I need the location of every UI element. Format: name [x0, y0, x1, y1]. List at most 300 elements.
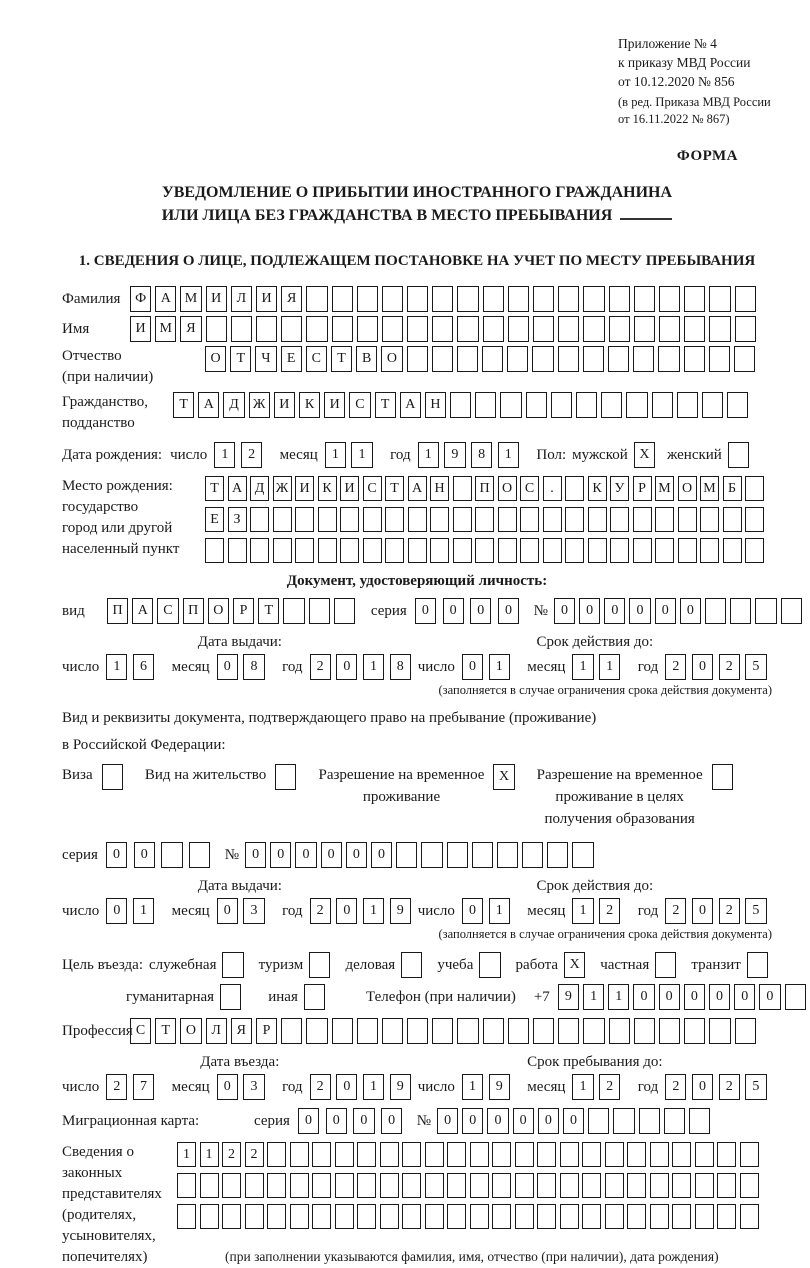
char-cell[interactable] [380, 1142, 399, 1167]
char-cell[interactable] [200, 1204, 219, 1229]
char-cell[interactable] [273, 538, 292, 563]
char-cell[interactable]: А [408, 476, 427, 501]
char-cell[interactable] [627, 1204, 646, 1229]
char-cell[interactable] [407, 346, 428, 372]
char-cell[interactable]: 1 [200, 1142, 219, 1167]
char-cell[interactable]: 0 [629, 598, 650, 624]
char-cell[interactable] [228, 538, 247, 563]
char-cell[interactable] [283, 598, 304, 624]
char-cell[interactable] [267, 1204, 286, 1229]
checkbox-cell[interactable]: X [634, 442, 655, 468]
char-cell[interactable] [677, 392, 698, 418]
char-cell[interactable] [576, 392, 597, 418]
char-cell[interactable] [281, 1018, 302, 1044]
char-cell[interactable] [290, 1142, 309, 1167]
char-cell[interactable] [250, 538, 269, 563]
char-cell[interactable] [533, 1018, 554, 1044]
char-cell[interactable]: 9 [390, 1074, 411, 1100]
char-cell[interactable] [582, 1204, 601, 1229]
char-cell[interactable]: М [700, 476, 719, 501]
checkbox-cell[interactable] [655, 952, 676, 978]
char-cell[interactable] [332, 1018, 353, 1044]
char-cell[interactable]: 1 [572, 654, 593, 680]
char-cell[interactable] [508, 316, 529, 342]
char-cell[interactable]: 5 [745, 898, 766, 924]
char-cell[interactable] [695, 1142, 714, 1167]
char-cell[interactable]: 0 [326, 1108, 347, 1134]
char-cell[interactable] [312, 1204, 331, 1229]
char-cell[interactable]: 2 [599, 1074, 620, 1100]
char-cell[interactable] [565, 507, 584, 532]
char-cell[interactable]: 2 [665, 898, 686, 924]
char-cell[interactable] [709, 346, 730, 372]
char-cell[interactable]: 7 [133, 1074, 154, 1100]
char-cell[interactable] [735, 316, 756, 342]
char-cell[interactable] [222, 1173, 241, 1198]
char-cell[interactable]: 2 [599, 898, 620, 924]
char-cell[interactable] [605, 1142, 624, 1167]
char-cell[interactable]: 1 [498, 442, 519, 468]
char-cell[interactable] [457, 346, 478, 372]
char-cell[interactable] [425, 1204, 444, 1229]
char-cell[interactable] [470, 1173, 489, 1198]
char-cell[interactable]: Ф [130, 286, 151, 312]
char-cell[interactable] [382, 316, 403, 342]
char-cell[interactable] [200, 1173, 219, 1198]
char-cell[interactable] [295, 507, 314, 532]
char-cell[interactable] [520, 507, 539, 532]
char-cell[interactable] [609, 286, 630, 312]
char-cell[interactable]: 8 [390, 654, 411, 680]
char-cell[interactable]: О [381, 346, 402, 372]
char-cell[interactable] [318, 538, 337, 563]
char-cell[interactable]: Р [233, 598, 254, 624]
char-cell[interactable] [583, 316, 604, 342]
char-cell[interactable] [745, 507, 764, 532]
char-cell[interactable] [551, 392, 572, 418]
char-cell[interactable]: 1 [489, 898, 510, 924]
char-cell[interactable] [498, 507, 517, 532]
char-cell[interactable]: Т [205, 476, 224, 501]
char-cell[interactable] [740, 1173, 759, 1198]
char-cell[interactable] [425, 1173, 444, 1198]
char-cell[interactable]: 9 [390, 898, 411, 924]
char-cell[interactable]: 2 [245, 1142, 264, 1167]
char-cell[interactable]: 0 [684, 984, 705, 1010]
char-cell[interactable] [522, 842, 543, 868]
char-cell[interactable]: 0 [321, 842, 342, 868]
char-cell[interactable]: А [155, 286, 176, 312]
char-cell[interactable] [492, 1204, 511, 1229]
char-cell[interactable]: И [130, 316, 151, 342]
char-cell[interactable] [658, 346, 679, 372]
char-cell[interactable]: 8 [243, 654, 264, 680]
char-cell[interactable]: Б [723, 476, 742, 501]
checkbox-cell[interactable] [275, 764, 296, 790]
char-cell[interactable] [583, 346, 604, 372]
char-cell[interactable] [605, 1173, 624, 1198]
char-cell[interactable]: Я [231, 1018, 252, 1044]
char-cell[interactable]: 0 [709, 984, 730, 1010]
char-cell[interactable] [340, 507, 359, 532]
char-cell[interactable]: 1 [418, 442, 439, 468]
char-cell[interactable] [537, 1142, 556, 1167]
char-cell[interactable] [634, 1018, 655, 1044]
char-cell[interactable]: 0 [462, 898, 483, 924]
char-cell[interactable]: 0 [470, 598, 491, 624]
checkbox-cell[interactable]: X [564, 952, 585, 978]
char-cell[interactable] [543, 507, 562, 532]
char-cell[interactable] [700, 507, 719, 532]
char-cell[interactable] [672, 1173, 691, 1198]
char-cell[interactable] [633, 507, 652, 532]
char-cell[interactable] [267, 1142, 286, 1167]
char-cell[interactable]: 1 [351, 442, 372, 468]
char-cell[interactable]: Е [281, 346, 302, 372]
char-cell[interactable]: 1 [608, 984, 629, 1010]
char-cell[interactable]: 0 [462, 654, 483, 680]
char-cell[interactable]: 0 [538, 1108, 559, 1134]
char-cell[interactable]: 1 [583, 984, 604, 1010]
char-cell[interactable]: 1 [489, 654, 510, 680]
char-cell[interactable]: Н [430, 476, 449, 501]
char-cell[interactable] [380, 1204, 399, 1229]
char-cell[interactable] [457, 286, 478, 312]
char-cell[interactable]: 0 [563, 1108, 584, 1134]
char-cell[interactable]: 0 [759, 984, 780, 1010]
char-cell[interactable] [684, 316, 705, 342]
char-cell[interactable] [609, 316, 630, 342]
char-cell[interactable]: Д [223, 392, 244, 418]
char-cell[interactable] [357, 286, 378, 312]
char-cell[interactable]: О [205, 346, 226, 372]
char-cell[interactable]: 6 [133, 654, 154, 680]
char-cell[interactable] [639, 1108, 660, 1134]
char-cell[interactable] [609, 1018, 630, 1044]
char-cell[interactable] [583, 286, 604, 312]
char-cell[interactable] [508, 1018, 529, 1044]
char-cell[interactable] [709, 1018, 730, 1044]
char-cell[interactable]: 1 [214, 442, 235, 468]
char-cell[interactable] [745, 538, 764, 563]
checkbox-cell[interactable]: X [493, 764, 514, 790]
char-cell[interactable] [402, 1204, 421, 1229]
char-cell[interactable]: 5 [745, 1074, 766, 1100]
char-cell[interactable] [745, 476, 764, 501]
char-cell[interactable] [334, 598, 355, 624]
char-cell[interactable] [684, 286, 705, 312]
char-cell[interactable] [453, 538, 472, 563]
char-cell[interactable]: 3 [243, 1074, 264, 1100]
char-cell[interactable]: С [520, 476, 539, 501]
char-cell[interactable]: 2 [222, 1142, 241, 1167]
char-cell[interactable]: С [157, 598, 178, 624]
char-cell[interactable] [500, 392, 521, 418]
char-cell[interactable]: 0 [298, 1108, 319, 1134]
char-cell[interactable] [447, 1204, 466, 1229]
char-cell[interactable]: И [256, 286, 277, 312]
char-cell[interactable] [507, 346, 528, 372]
char-cell[interactable]: 1 [363, 1074, 384, 1100]
char-cell[interactable] [312, 1142, 331, 1167]
char-cell[interactable] [717, 1204, 736, 1229]
char-cell[interactable] [492, 1173, 511, 1198]
char-cell[interactable] [161, 842, 182, 868]
char-cell[interactable]: С [306, 346, 327, 372]
char-cell[interactable] [295, 538, 314, 563]
char-cell[interactable] [256, 316, 277, 342]
char-cell[interactable]: 0 [692, 898, 713, 924]
char-cell[interactable]: П [183, 598, 204, 624]
char-cell[interactable] [450, 392, 471, 418]
char-cell[interactable] [583, 1018, 604, 1044]
char-cell[interactable] [652, 392, 673, 418]
char-cell[interactable]: О [180, 1018, 201, 1044]
char-cell[interactable] [470, 1142, 489, 1167]
char-cell[interactable] [312, 1173, 331, 1198]
char-cell[interactable] [363, 538, 382, 563]
char-cell[interactable] [634, 286, 655, 312]
char-cell[interactable] [755, 598, 776, 624]
char-cell[interactable]: Л [206, 1018, 227, 1044]
char-cell[interactable] [633, 538, 652, 563]
char-cell[interactable] [432, 1018, 453, 1044]
char-cell[interactable]: 1 [106, 654, 127, 680]
char-cell[interactable]: 1 [572, 898, 593, 924]
char-cell[interactable]: 0 [487, 1108, 508, 1134]
char-cell[interactable]: 2 [310, 898, 331, 924]
char-cell[interactable]: Т [385, 476, 404, 501]
char-cell[interactable]: 0 [462, 1108, 483, 1134]
char-cell[interactable] [408, 507, 427, 532]
char-cell[interactable] [560, 1173, 579, 1198]
char-cell[interactable]: О [498, 476, 517, 501]
char-cell[interactable]: Ж [249, 392, 270, 418]
char-cell[interactable] [678, 507, 697, 532]
char-cell[interactable]: 2 [719, 1074, 740, 1100]
checkbox-cell[interactable] [102, 764, 123, 790]
char-cell[interactable]: 1 [363, 898, 384, 924]
char-cell[interactable] [407, 286, 428, 312]
char-cell[interactable] [613, 1108, 634, 1134]
char-cell[interactable]: Т [230, 346, 251, 372]
char-cell[interactable] [430, 507, 449, 532]
char-cell[interactable] [659, 316, 680, 342]
char-cell[interactable] [402, 1142, 421, 1167]
checkbox-cell[interactable] [747, 952, 768, 978]
char-cell[interactable] [475, 507, 494, 532]
char-cell[interactable] [537, 1204, 556, 1229]
char-cell[interactable]: 2 [665, 1074, 686, 1100]
char-cell[interactable]: 1 [177, 1142, 196, 1167]
char-cell[interactable]: О [678, 476, 697, 501]
char-cell[interactable] [357, 1018, 378, 1044]
char-cell[interactable] [740, 1204, 759, 1229]
char-cell[interactable] [515, 1173, 534, 1198]
char-cell[interactable]: 5 [745, 654, 766, 680]
checkbox-cell[interactable] [222, 952, 243, 978]
char-cell[interactable] [453, 507, 472, 532]
char-cell[interactable]: 0 [513, 1108, 534, 1134]
char-cell[interactable]: 2 [665, 654, 686, 680]
char-cell[interactable] [290, 1173, 309, 1198]
char-cell[interactable]: 0 [217, 654, 238, 680]
char-cell[interactable]: П [107, 598, 128, 624]
checkbox-cell[interactable] [401, 952, 422, 978]
char-cell[interactable]: Ж [273, 476, 292, 501]
char-cell[interactable] [447, 842, 468, 868]
char-cell[interactable] [231, 316, 252, 342]
char-cell[interactable]: Е [205, 507, 224, 532]
char-cell[interactable] [709, 316, 730, 342]
char-cell[interactable] [520, 538, 539, 563]
char-cell[interactable] [335, 1142, 354, 1167]
char-cell[interactable]: П [475, 476, 494, 501]
char-cell[interactable]: 2 [310, 1074, 331, 1100]
char-cell[interactable] [659, 1018, 680, 1044]
char-cell[interactable]: 0 [579, 598, 600, 624]
char-cell[interactable] [572, 842, 593, 868]
char-cell[interactable] [425, 1142, 444, 1167]
char-cell[interactable]: З [228, 507, 247, 532]
char-cell[interactable] [475, 538, 494, 563]
char-cell[interactable] [357, 1173, 376, 1198]
char-cell[interactable]: А [400, 392, 421, 418]
char-cell[interactable] [709, 286, 730, 312]
char-cell[interactable] [177, 1204, 196, 1229]
char-cell[interactable]: С [130, 1018, 151, 1044]
char-cell[interactable] [483, 316, 504, 342]
char-cell[interactable] [633, 346, 654, 372]
char-cell[interactable] [498, 538, 517, 563]
char-cell[interactable]: 2 [719, 898, 740, 924]
char-cell[interactable] [588, 538, 607, 563]
char-cell[interactable] [626, 392, 647, 418]
char-cell[interactable] [189, 842, 210, 868]
char-cell[interactable]: О [208, 598, 229, 624]
char-cell[interactable] [526, 392, 547, 418]
char-cell[interactable] [560, 1204, 579, 1229]
char-cell[interactable] [560, 1142, 579, 1167]
char-cell[interactable] [483, 1018, 504, 1044]
char-cell[interactable] [281, 316, 302, 342]
char-cell[interactable]: . [543, 476, 562, 501]
char-cell[interactable] [785, 984, 806, 1010]
char-cell[interactable] [717, 1142, 736, 1167]
checkbox-cell[interactable] [479, 952, 500, 978]
char-cell[interactable] [532, 346, 553, 372]
char-cell[interactable] [482, 346, 503, 372]
char-cell[interactable]: Р [633, 476, 652, 501]
char-cell[interactable]: 0 [295, 842, 316, 868]
char-cell[interactable] [588, 507, 607, 532]
char-cell[interactable] [453, 476, 472, 501]
char-cell[interactable] [306, 1018, 327, 1044]
char-cell[interactable] [357, 1204, 376, 1229]
char-cell[interactable] [634, 316, 655, 342]
char-cell[interactable]: И [206, 286, 227, 312]
char-cell[interactable] [267, 1173, 286, 1198]
char-cell[interactable] [727, 392, 748, 418]
char-cell[interactable]: 9 [489, 1074, 510, 1100]
char-cell[interactable] [382, 286, 403, 312]
char-cell[interactable] [601, 392, 622, 418]
char-cell[interactable] [508, 286, 529, 312]
char-cell[interactable] [470, 1204, 489, 1229]
char-cell[interactable] [610, 507, 629, 532]
char-cell[interactable]: 0 [336, 1074, 357, 1100]
char-cell[interactable]: В [356, 346, 377, 372]
char-cell[interactable] [273, 507, 292, 532]
char-cell[interactable] [650, 1173, 669, 1198]
char-cell[interactable]: И [340, 476, 359, 501]
char-cell[interactable]: 0 [270, 842, 291, 868]
char-cell[interactable]: 1 [599, 654, 620, 680]
char-cell[interactable]: Д [250, 476, 269, 501]
char-cell[interactable]: 0 [346, 842, 367, 868]
char-cell[interactable] [340, 538, 359, 563]
char-cell[interactable]: Л [231, 286, 252, 312]
char-cell[interactable]: 2 [719, 654, 740, 680]
char-cell[interactable] [245, 1204, 264, 1229]
char-cell[interactable]: М [180, 286, 201, 312]
char-cell[interactable] [396, 842, 417, 868]
char-cell[interactable]: 0 [371, 842, 392, 868]
char-cell[interactable]: А [132, 598, 153, 624]
char-cell[interactable] [335, 1204, 354, 1229]
char-cell[interactable] [537, 1173, 556, 1198]
char-cell[interactable] [177, 1173, 196, 1198]
char-cell[interactable] [533, 316, 554, 342]
char-cell[interactable] [497, 842, 518, 868]
char-cell[interactable] [407, 1018, 428, 1044]
char-cell[interactable] [740, 1142, 759, 1167]
char-cell[interactable] [627, 1173, 646, 1198]
char-cell[interactable]: 0 [655, 598, 676, 624]
char-cell[interactable] [672, 1204, 691, 1229]
char-cell[interactable]: 0 [659, 984, 680, 1010]
char-cell[interactable]: С [363, 476, 382, 501]
char-cell[interactable] [588, 1108, 609, 1134]
char-cell[interactable] [432, 316, 453, 342]
char-cell[interactable] [582, 1142, 601, 1167]
char-cell[interactable] [723, 507, 742, 532]
char-cell[interactable]: Т [173, 392, 194, 418]
char-cell[interactable]: К [318, 476, 337, 501]
char-cell[interactable]: 0 [680, 598, 701, 624]
char-cell[interactable] [306, 316, 327, 342]
char-cell[interactable] [457, 316, 478, 342]
char-cell[interactable] [206, 316, 227, 342]
char-cell[interactable]: 0 [336, 898, 357, 924]
char-cell[interactable] [309, 598, 330, 624]
char-cell[interactable]: Т [258, 598, 279, 624]
char-cell[interactable] [318, 507, 337, 532]
char-cell[interactable]: 0 [692, 654, 713, 680]
char-cell[interactable]: 0 [443, 598, 464, 624]
char-cell[interactable] [475, 392, 496, 418]
char-cell[interactable]: К [588, 476, 607, 501]
char-cell[interactable] [332, 286, 353, 312]
char-cell[interactable] [421, 842, 442, 868]
char-cell[interactable] [689, 1108, 710, 1134]
char-cell[interactable]: 3 [243, 898, 264, 924]
char-cell[interactable] [723, 538, 742, 563]
char-cell[interactable] [650, 1142, 669, 1167]
char-cell[interactable]: 2 [106, 1074, 127, 1100]
char-cell[interactable] [558, 286, 579, 312]
char-cell[interactable] [702, 392, 723, 418]
